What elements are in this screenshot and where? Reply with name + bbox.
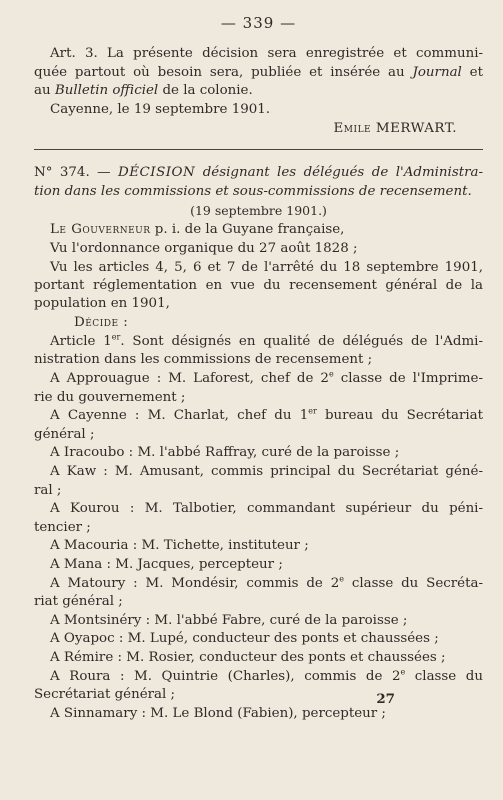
delegate-entry-continuation: général ; bbox=[34, 426, 95, 442]
delegate-entry-continuation: ral ; bbox=[34, 482, 62, 498]
signature: Emile MERWART. bbox=[333, 121, 457, 136]
vu-ordonnance: Vu l'ordonnance organique du 27 août 1828 ; bbox=[50, 241, 358, 256]
delegate-entry bbox=[34, 630, 483, 648]
art3-line-2-end: et bbox=[461, 65, 483, 80]
delegate-entry bbox=[34, 668, 483, 686]
article1-line-1 bbox=[34, 333, 483, 351]
bulletin-title: Bulletin officiel bbox=[54, 83, 159, 98]
dateline: Cayenne, le 19 septembre 1901. bbox=[50, 102, 271, 117]
page-number: — 339 — bbox=[220, 14, 297, 32]
delegate-entry bbox=[34, 463, 483, 481]
delegate-entry bbox=[34, 407, 483, 425]
delegate-entry-text: A Iracoubo : M. l'abbé Raffray, curé de la paroisse ; bbox=[50, 445, 400, 461]
delegate-entry bbox=[34, 537, 483, 555]
delegate-entry-text: A Mana : M. Jacques, percepteur ; bbox=[50, 557, 283, 572]
decision-keyword: DÉCISION bbox=[118, 165, 196, 180]
delegate-entry-text: A Sinnamary : M. Le Blond (Fabien), percepteur ; bbox=[50, 705, 386, 721]
decide-label: Décide : bbox=[74, 315, 129, 330]
art3-line-1: Art. 3. La présente décision sera enregistrée et communi- bbox=[50, 46, 483, 61]
art3-line-3 bbox=[34, 82, 483, 100]
delegate-entry-text-end: classe de l'Imprime- bbox=[333, 371, 483, 386]
delegate-entry-text: A Rémire : M. Rosier, conducteur des ponts et chaussées ; bbox=[50, 650, 446, 665]
delegate-entry-text: A Montsinéry : M. l'abbé Fabre, curé de la paroisse ; bbox=[50, 612, 408, 628]
signature-mark: 27 bbox=[376, 691, 395, 707]
delegate-entry bbox=[34, 612, 483, 630]
delegate-entry bbox=[34, 444, 483, 462]
decision-number: N° 374. — bbox=[34, 165, 119, 180]
delegate-entry bbox=[34, 500, 483, 518]
article1-line-2: nistration dans les commissions de recensement ; bbox=[34, 352, 373, 367]
governor-title: Le Gouverneur bbox=[50, 222, 151, 237]
journal-title: Journal bbox=[412, 65, 462, 80]
delegate-entry-text: A Matoury : M. Mondésir, commis de 2 bbox=[50, 575, 340, 591]
delegate-entry bbox=[34, 649, 483, 667]
delegate-entry-sup: er bbox=[308, 406, 317, 416]
delegate-entry-text: A Kaw : M. Amusant, commis principal du Secrétariat géné- bbox=[50, 464, 483, 479]
delegate-entry-text: A Cayenne : M. Charlat, chef du 1 bbox=[50, 408, 309, 424]
delegate-entry-text-end: bureau du Secrétariat bbox=[316, 408, 483, 424]
governor-line bbox=[34, 221, 483, 239]
delegate-entry-continuation: riat général ; bbox=[34, 594, 123, 610]
decision-title-rest: désignant les délégués de l'Administra- bbox=[195, 165, 483, 180]
vu-articles-line-3: population en 1901, bbox=[34, 296, 170, 311]
delegate-entry-continuation: rie du gouvernement ; bbox=[34, 389, 186, 405]
delegate-entry-sup: e bbox=[400, 667, 406, 677]
delegate-entry-text: A Oyapoc : M. Lupé, conducteur des ponts et chaussées ; bbox=[50, 631, 439, 647]
delegate-entry-text: A Approuague : M. Laforest, chef de 2 bbox=[50, 371, 329, 386]
article1-label: Article 1 bbox=[50, 334, 112, 349]
delegate-entry-text-end: classe du Secréta- bbox=[343, 575, 483, 591]
decision-title-line-2: tion dans les commissions et sous-commissions de recensement. bbox=[34, 184, 472, 199]
art3-line-3-end: de la colonie. bbox=[158, 83, 253, 98]
delegate-entry-sup: e bbox=[328, 369, 334, 379]
vu-articles-line-1: Vu les articles 4, 5, 6 et 7 de l'arrêté du 18 septembre 1901, bbox=[50, 260, 483, 275]
vu-articles-line-2: portant réglementation en vue du recensement général de la bbox=[34, 278, 483, 293]
art3-line-2-text: quée partout où besoin sera, publiée et insérée au bbox=[34, 65, 413, 80]
delegate-entry-text: A Macouria : M. Tichette, instituteur ; bbox=[50, 538, 309, 554]
delegate-entry-continuation: Secrétariat général ; bbox=[34, 687, 176, 703]
delegate-entry-text: A Roura : M. Quintrie (Charles), commis de 2 bbox=[50, 668, 401, 684]
delegate-entry-continuation: tencier ; bbox=[34, 519, 91, 535]
delegate-entry-text: A Kourou : M. Talbotier, commandant supérieur du péni- bbox=[50, 501, 483, 517]
delegate-entry-text-end: classe du bbox=[405, 668, 483, 684]
article1-text: . Sont désignés en qualité de délégués de l'Admi- bbox=[120, 334, 483, 349]
governor-rest: p. i. de la Guyane française, bbox=[150, 222, 345, 237]
decision-title-line-1 bbox=[34, 164, 483, 182]
section-divider bbox=[34, 149, 483, 150]
art3-line-3-text: au bbox=[34, 83, 55, 98]
delegate-entry bbox=[34, 575, 483, 593]
decision-date: (19 septembre 1901.) bbox=[190, 203, 327, 218]
article1-sup: er bbox=[111, 332, 121, 342]
delegate-entry bbox=[34, 370, 483, 388]
delegate-entry-sup: e bbox=[339, 574, 344, 584]
art3-line-2 bbox=[34, 64, 483, 82]
delegate-entry bbox=[34, 556, 483, 574]
